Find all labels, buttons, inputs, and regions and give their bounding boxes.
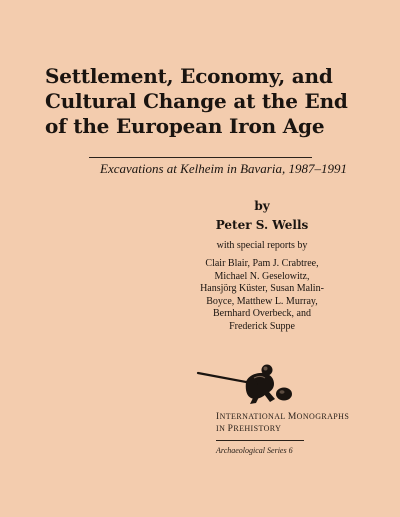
title-divider xyxy=(89,157,312,158)
author-name: Peter S. Wells xyxy=(215,218,309,232)
series-divider xyxy=(216,440,304,441)
contributor-line: Boyce, Matthew L. Murray, xyxy=(206,295,318,307)
series-name: Archaeological Series 6 xyxy=(216,446,293,455)
series-text: ONOGRAPHS xyxy=(296,412,350,421)
special-reports-label: with special reports by xyxy=(216,240,308,251)
title-line: Cultural Change at the End xyxy=(45,89,348,113)
prehistoric-figure-logo-icon xyxy=(196,358,308,408)
contributor-line: Bernhard Overbeck, and xyxy=(212,308,311,319)
series-text: REHISTORY xyxy=(233,424,282,433)
series-publisher-line1 xyxy=(216,411,350,423)
series-imprint xyxy=(216,411,350,455)
series-initial: I xyxy=(216,412,220,422)
contributor-line: Hansjörg Küster, Susan Malin- xyxy=(200,283,324,294)
series-initial: P xyxy=(227,424,234,434)
book-title xyxy=(45,64,385,139)
contributor-line: Clair Blair, Pam J. Crabtree, xyxy=(205,258,319,269)
contributor-line: Frederick Suppe xyxy=(229,320,295,332)
series-text: IN xyxy=(216,424,228,433)
series-publisher-line2 xyxy=(216,423,326,435)
contributor-line: Michael N. Geselowitz, xyxy=(214,270,310,282)
series-initial: M xyxy=(287,412,297,422)
title-line: Settlement, Economy, and xyxy=(45,64,333,88)
contributors-list xyxy=(0,258,400,333)
title-line: of the European Iron Age xyxy=(45,114,325,138)
by-label: by xyxy=(254,199,270,213)
book-subtitle: Excavations at Kelheim in Bavaria, 1987–1991 xyxy=(100,161,347,176)
series-text: NTERNATIONAL xyxy=(219,412,288,421)
